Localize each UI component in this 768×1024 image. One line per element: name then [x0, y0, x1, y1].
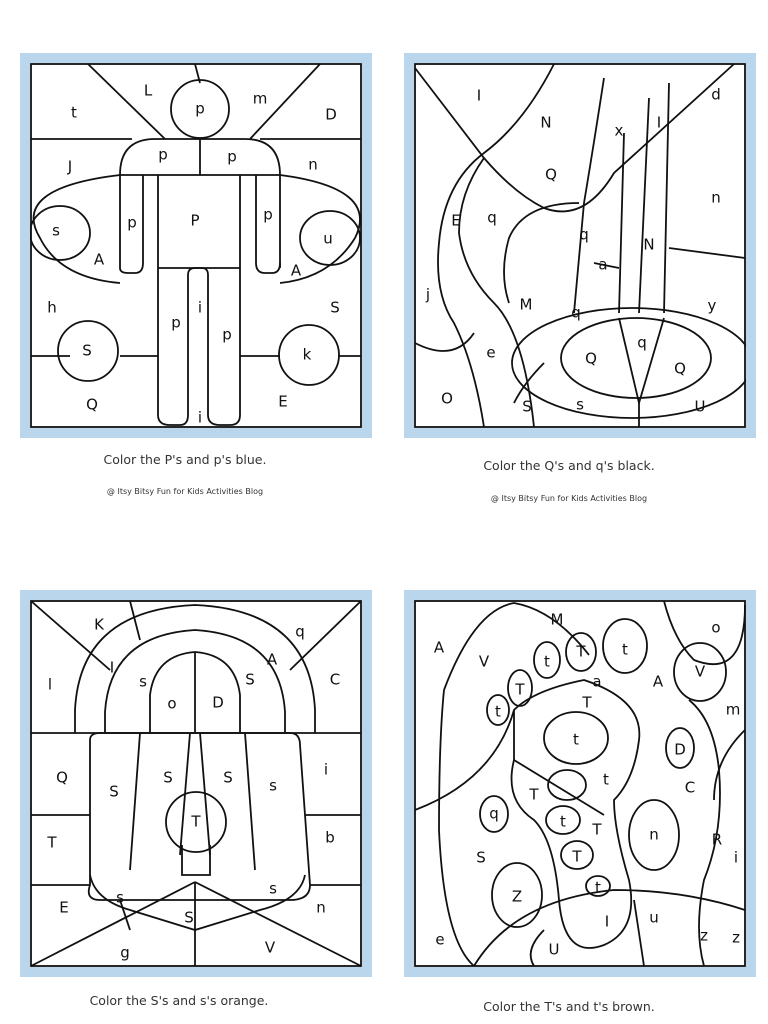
letter-s: s [52, 221, 60, 240]
letter-n: n [711, 188, 721, 207]
letter-m: m [725, 700, 741, 719]
letter-S-circle: S [82, 341, 92, 360]
letter-b: T [47, 833, 57, 852]
letter-T-toe2: T [576, 642, 586, 661]
letter-u: u [323, 229, 333, 248]
letter-k: k [302, 345, 312, 364]
letter-M: M [519, 295, 533, 314]
letter-t-small: t [560, 812, 566, 831]
letter-R: R [711, 830, 723, 849]
letter-N: N [540, 113, 552, 132]
letter-q-strip: q [579, 225, 589, 244]
puzzle-drawing-p [30, 63, 362, 428]
letter-q: q [295, 622, 305, 641]
letter-s-bottom-right: s [269, 879, 277, 898]
letter-q-oval: q [637, 333, 647, 352]
letter-Q-left-oval: Q [585, 349, 597, 368]
letter-S: S [476, 848, 486, 867]
letter-p-shoulder-right: p [227, 147, 237, 166]
puzzle-panel-t [404, 590, 756, 977]
letter-o: o [167, 694, 177, 713]
puzzle-panel-s [20, 590, 372, 977]
letter-A-left: A [433, 638, 445, 657]
letter-s: s [576, 395, 584, 414]
letter-O: O [441, 389, 453, 408]
letter-t-toe3: t [622, 640, 628, 659]
letter-Q: Q [56, 768, 68, 787]
letter-D: D [674, 740, 686, 759]
letter-K: K [94, 615, 104, 634]
letter-C: C [684, 778, 696, 797]
letter-S-right: S [330, 298, 340, 317]
letter-y: y [707, 296, 717, 315]
letter-j: j [425, 285, 431, 304]
letter-u: e [435, 930, 445, 949]
letter-Q-right-oval: Q [674, 359, 686, 378]
letter-t-toe1: t [544, 652, 550, 671]
letter-P-body: P [190, 211, 200, 230]
letter-s-right: s [269, 776, 277, 795]
letter-E: E [278, 392, 288, 411]
letter-A: A [266, 650, 278, 669]
letter-t-bottom: I [604, 912, 610, 931]
instruction-text: Color the P's and p's blue. [103, 452, 267, 467]
letter-d: d [711, 85, 721, 104]
letter-A-right: A [652, 672, 664, 691]
letter-h: h [47, 298, 57, 317]
letter-T-keyhole: T [191, 812, 201, 831]
letter-p-head: p [195, 99, 205, 118]
letter-I: I [476, 86, 482, 105]
letter-a: a [592, 672, 602, 691]
letter-U: U [694, 397, 706, 416]
letter-Z: Z [511, 887, 523, 906]
letter-i: i [733, 848, 739, 867]
letter-I: u [649, 908, 659, 927]
letter-q: q [489, 804, 499, 823]
letter-n: n [649, 825, 659, 844]
letter-S-left: S [109, 782, 119, 801]
letter-D: D [212, 693, 224, 712]
letter-p-leg-left: p [171, 313, 181, 332]
letter-p-leg-right: p [222, 325, 232, 344]
letter-t-arch: t [603, 770, 609, 789]
letter-T-mid: T [582, 693, 592, 712]
letter-S-bottom: S [184, 908, 194, 927]
letter-i: i [197, 298, 203, 317]
letter-i-bottom: i [197, 408, 203, 427]
letter-A-left: A [93, 250, 105, 269]
letter-A-right: A [290, 261, 302, 280]
letter-V-left: V [478, 652, 490, 671]
letter-a: a [598, 255, 608, 274]
letter-V: V [264, 938, 276, 957]
letter-q-low: q [571, 303, 581, 322]
puzzle-drawing-s [30, 600, 362, 967]
letter-V-right: V [694, 662, 706, 681]
letter-e: U [548, 940, 560, 959]
letter-p-arm-right: p [263, 205, 273, 224]
letter-E: E [451, 211, 461, 230]
letter-T-toe4: T [515, 680, 525, 699]
letter-p-shoulder-left: p [158, 145, 168, 164]
letter-T-lower: T [572, 847, 582, 866]
credit-text: @ Itsy Bitsy Fun for Kids Activities Blog [106, 487, 264, 496]
letter-D: D [325, 105, 337, 124]
letter-N-mid: N [643, 235, 655, 254]
letter-x: x [614, 121, 624, 140]
letter-S-mid-left: S [163, 768, 173, 787]
instruction-text: Color the S's and s's orange. [89, 993, 269, 1008]
instruction-text: Color the Q's and q's black. [483, 458, 655, 473]
letter-S-mid-right: S [223, 768, 233, 787]
letter-Q: Q [86, 395, 98, 414]
letter-S: S [522, 397, 532, 416]
letter-q-left: q [487, 208, 497, 227]
puzzle-drawing-q [414, 63, 746, 428]
letter-e: e [486, 343, 496, 362]
letter-t-ball: t [573, 730, 579, 749]
letter-L: L [143, 81, 153, 100]
puzzle-drawing-t [414, 600, 746, 967]
letter-l: l [47, 675, 53, 694]
letter-t-toe5: t [495, 702, 501, 721]
credit-text: @ Itsy Bitsy Fun for Kids Activities Blog [490, 494, 648, 503]
letter-U: z [700, 926, 708, 945]
letter-I: I [109, 658, 115, 677]
puzzle-panel-q [404, 53, 756, 438]
letter-J: J [67, 157, 73, 176]
letter-I-right: I [656, 113, 662, 132]
letter-M: M [550, 610, 564, 629]
letter-T-arch: T [529, 785, 539, 804]
letter-T-right: b [325, 828, 335, 847]
puzzle-panel-p [20, 53, 372, 438]
letter-S-arch: S [245, 670, 255, 689]
letter-C: C [329, 670, 341, 689]
letter-i: i [323, 760, 329, 779]
letter-g: g [120, 943, 130, 962]
letter-n: n [308, 155, 318, 174]
letter-z: z [732, 928, 740, 947]
letter-p-arm-left: p [127, 213, 137, 232]
letter-Q-top: Q [545, 165, 557, 184]
letter-t-heel: t [595, 878, 601, 897]
letter-n: n [316, 898, 326, 917]
instruction-text: Color the T's and t's brown. [483, 999, 655, 1014]
letter-E: E [59, 898, 69, 917]
letter-o: o [711, 618, 721, 637]
letter-m: m [252, 89, 268, 108]
letter-s-bottom-left: s [116, 888, 124, 907]
letter-s-arch: s [139, 672, 147, 691]
letter-T-small: T [592, 820, 602, 839]
letter-t: t [71, 103, 77, 122]
